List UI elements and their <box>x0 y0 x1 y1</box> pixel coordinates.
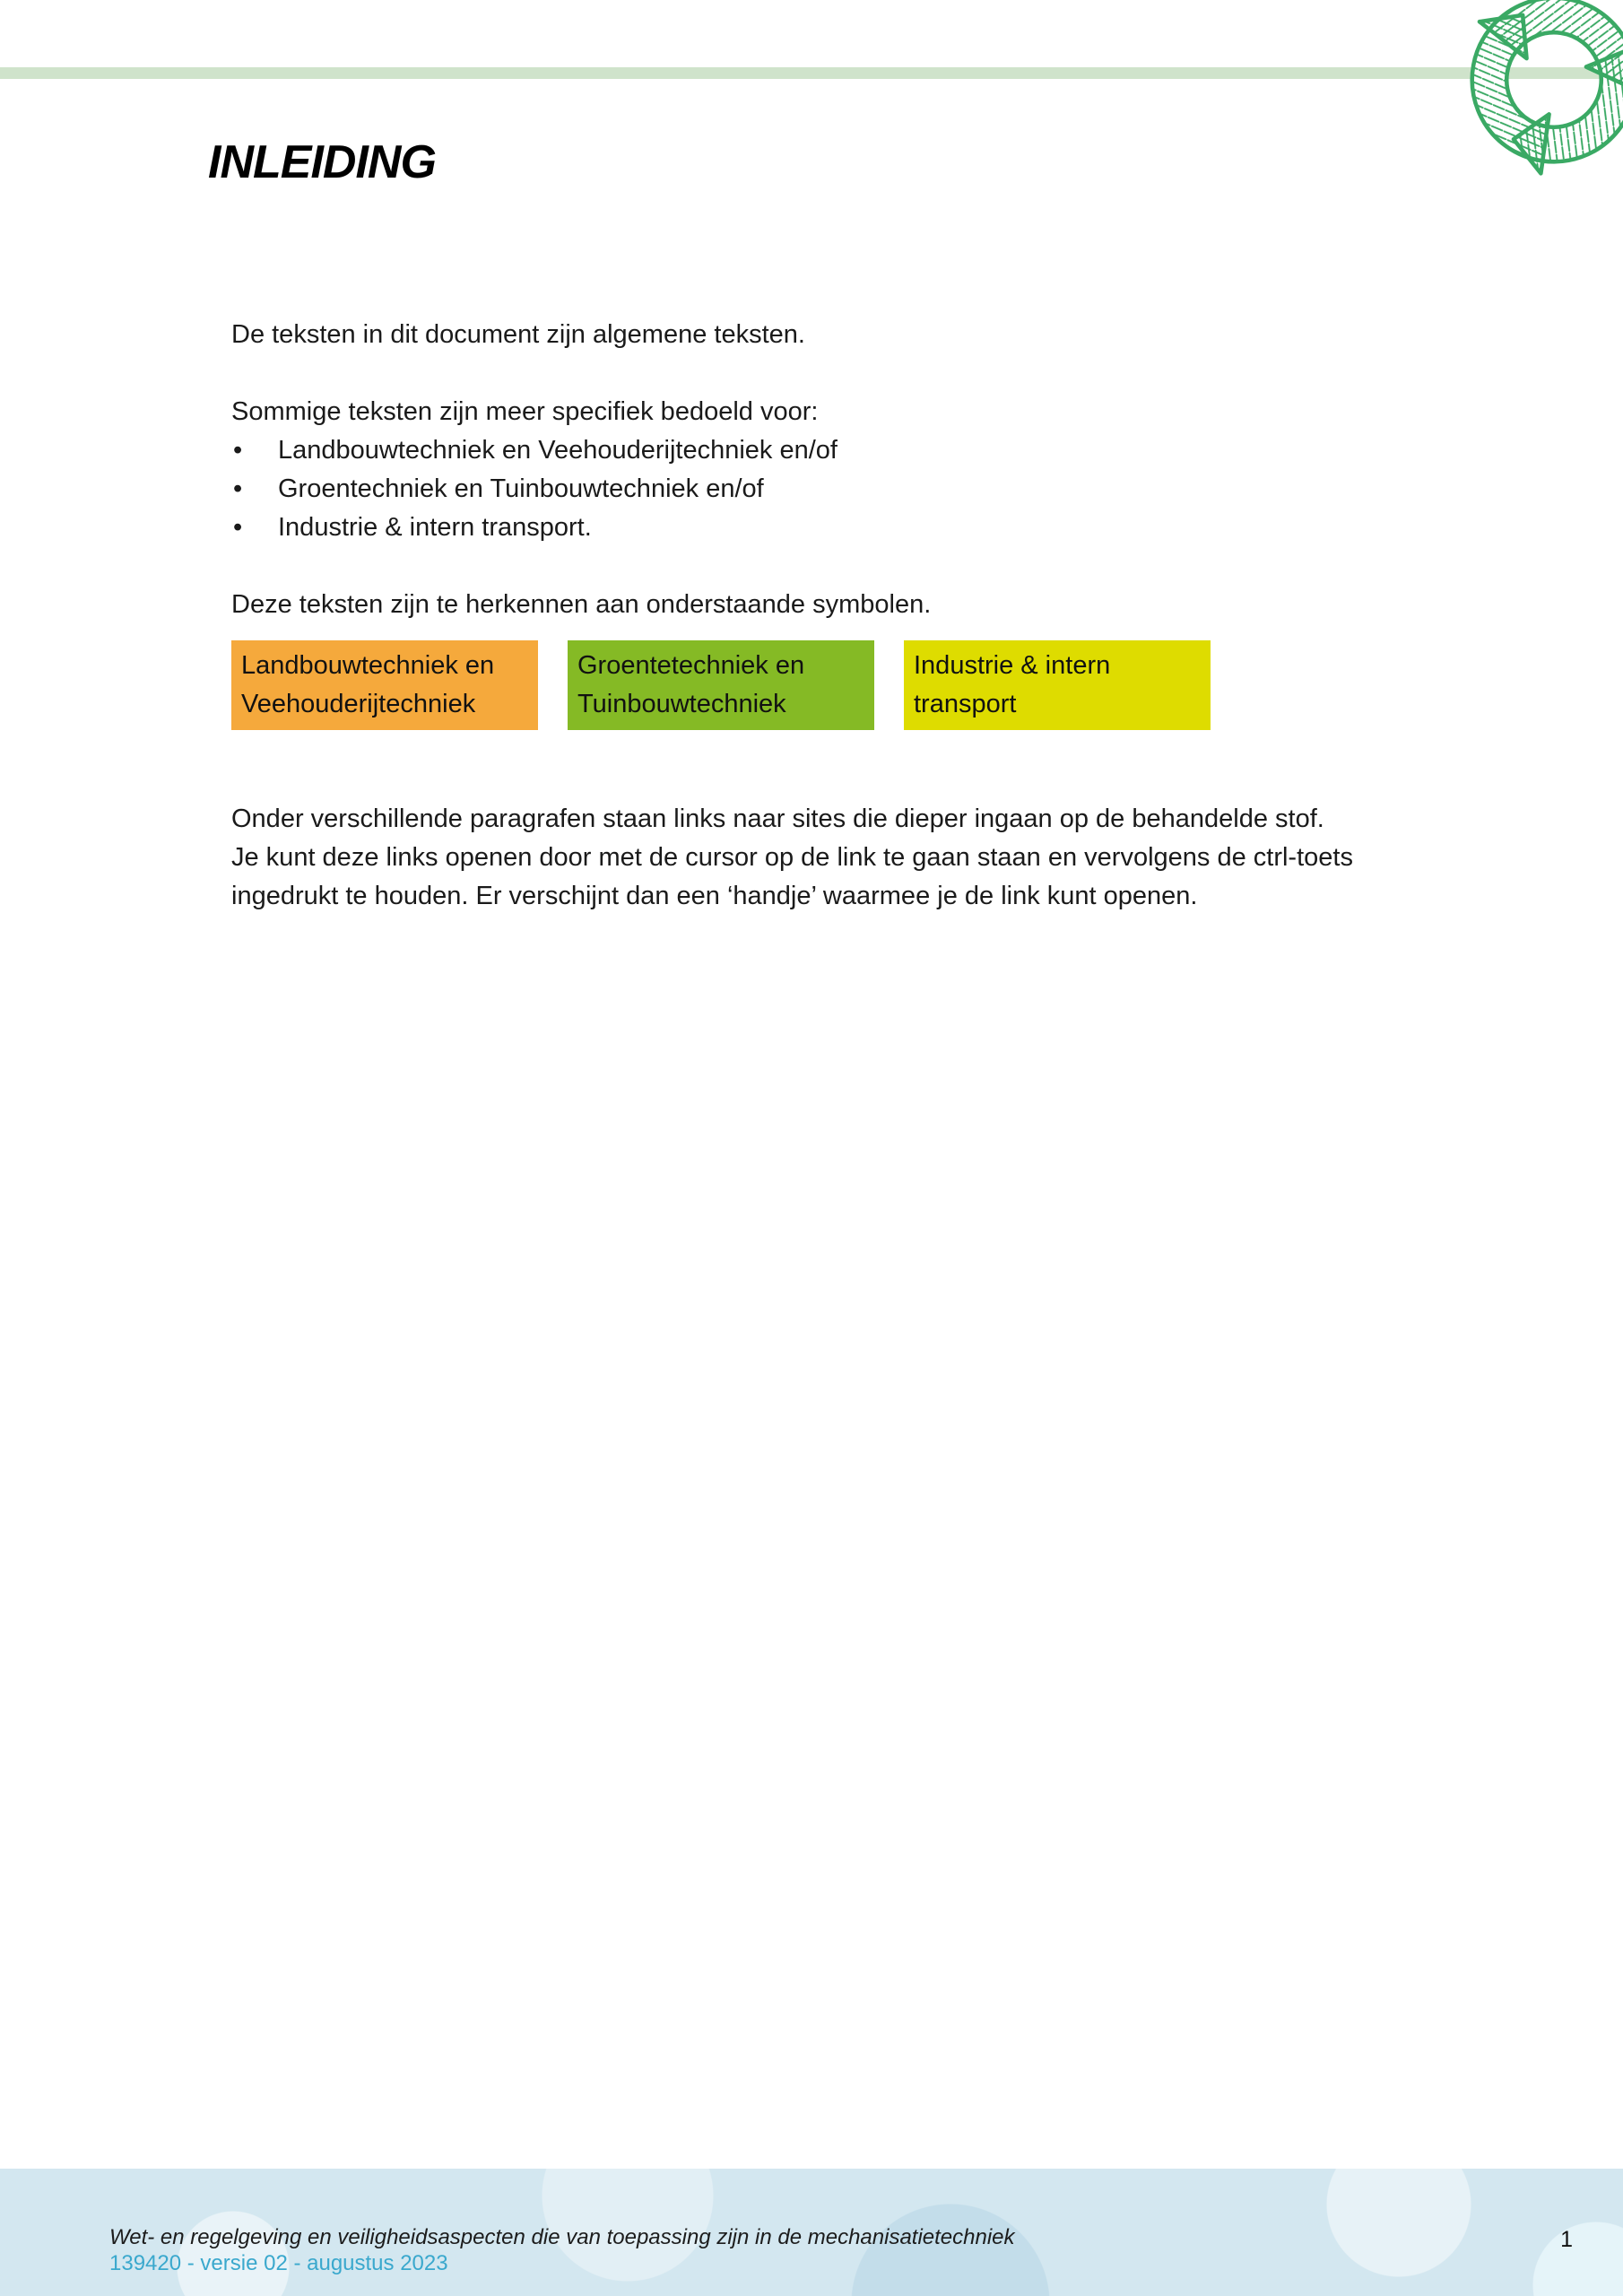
symbol-box-row <box>231 640 1558 730</box>
links-paragraph-line-3: ingedrukt te houden. Er verschijnt dan een ‘handje’ waarmee je de link kunt openen. <box>231 882 1198 910</box>
intro-line-1: De teksten in dit document zijn algemene teksten. <box>231 320 805 349</box>
bullet-item-industrie: • Industrie & intern transport. <box>231 509 1558 547</box>
bullet-list <box>231 431 1558 547</box>
symbol-box-landbouw: Landbouwtechniek en Veehouderijtechniek <box>231 640 538 730</box>
links-paragraph-line-1: Onder verschillende paragrafen staan links naar sites die dieper ingaan op de behandelde stof. <box>231 804 1324 833</box>
symbol-box-industrie: Industrie & intern transport <box>904 640 1211 730</box>
footer-version-line: 139420 - versie 02 - augustus 2023 <box>109 2251 448 2275</box>
page-number: 1 <box>1560 2227 1573 2252</box>
top-accent-bar <box>0 67 1623 79</box>
recycle-icon <box>1444 0 1623 190</box>
bullet-item-groentechniek: • Groentechniek en Tuinbouwtechniek en/of <box>231 470 1558 509</box>
footer-doc-title: Wet- en regelgeving en veiligheidsaspecten die van toepassing zijn in de mechanisatietechniek <box>109 2225 1015 2249</box>
links-paragraph-line-2: Je kunt deze links openen door met de cursor op de link te gaan staan en vervolgens de ctrl-toets <box>231 843 1353 872</box>
footer-text-block <box>109 2224 1015 2276</box>
intro-line-2: Sommige teksten zijn meer specifiek bedoeld voor: <box>231 397 819 426</box>
page-title: INLEIDING <box>208 135 436 188</box>
links-paragraph <box>231 800 1558 916</box>
symbols-line: Deze teksten zijn te herkennen aan onderstaande symbolen. <box>231 590 932 619</box>
footer-band <box>0 2169 1623 2296</box>
bullet-item-landbouw: • Landbouwtechniek en Veehouderijtechniek en/of <box>231 431 1558 470</box>
main-content <box>231 316 1558 916</box>
symbol-box-groente: Groentetechniek en Tuinbouwtechniek <box>568 640 874 730</box>
